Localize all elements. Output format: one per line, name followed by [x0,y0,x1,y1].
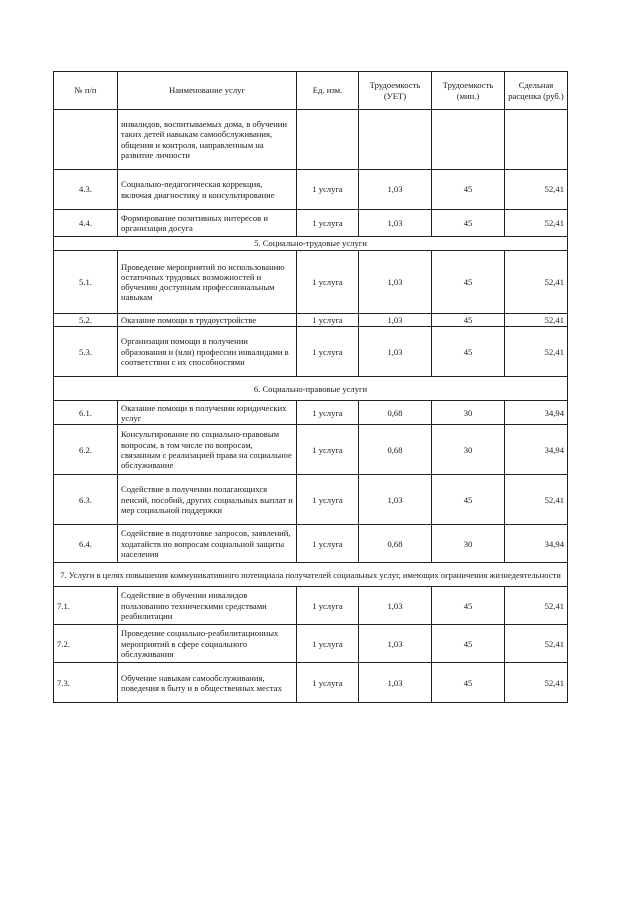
row-uet [359,110,432,170]
row-unit: 1 услуга [297,251,359,314]
row-unit: 1 услуга [297,475,359,525]
row-num: 6.4. [54,525,118,563]
table-row [54,401,568,425]
row-name: Консультирование по социально-правовым вопросам, в том числе по вопросам, связанным с реализацией права на социальное обслуживание [118,425,297,475]
row-rate: 52,41 [505,327,568,377]
row-uet: 1,03 [359,475,432,525]
row-rate: 34,94 [505,525,568,563]
row-num [54,110,118,170]
row-unit: 1 услуга [297,425,359,475]
row-unit: 1 услуга [297,314,359,327]
header-num: № п/п [54,72,118,110]
row-num: 7.1. [54,587,118,625]
row-name: Проведение социально-реабилитационных мероприятий в сфере социального обслуживания [118,625,297,663]
services-table [53,71,568,703]
row-name: Содействие в подготовке запросов, заявлений, ходатайств по вопросам социальной защиты населения [118,525,297,563]
row-min: 45 [432,475,505,525]
table-row [54,525,568,563]
row-num: 5.3. [54,327,118,377]
row-rate: 52,41 [505,314,568,327]
row-num: 5.1. [54,251,118,314]
row-uet: 1,03 [359,314,432,327]
row-num: 4.3. [54,170,118,210]
row-name: Формирование позитивных интересов и организация досуга [118,210,297,237]
row-num: 4.4. [54,210,118,237]
header-row [54,72,568,110]
header-name: Наименование услуг [118,72,297,110]
row-unit [297,110,359,170]
row-rate: 52,41 [505,170,568,210]
row-name: Оказание помощи в трудоустройстве [118,314,297,327]
row-unit: 1 услуга [297,587,359,625]
row-min: 45 [432,170,505,210]
table-row [54,170,568,210]
row-unit: 1 услуга [297,663,359,703]
row-unit: 1 услуга [297,170,359,210]
table-row [54,327,568,377]
row-min: 45 [432,625,505,663]
header-labor-uet: Трудоемкость (УЕТ) [359,72,432,110]
row-uet: 1,03 [359,327,432,377]
row-min: 45 [432,251,505,314]
row-rate [505,110,568,170]
row-min: 45 [432,210,505,237]
table-row [54,475,568,525]
row-uet: 1,03 [359,170,432,210]
row-min: 30 [432,401,505,425]
row-unit: 1 услуга [297,625,359,663]
row-name: Обучение навыкам самообслуживания, поведения в быту и в общественных местах [118,663,297,703]
row-uet: 1,03 [359,587,432,625]
row-num: 6.1. [54,401,118,425]
row-num: 6.2. [54,425,118,475]
row-name: инвалидов, воспитываемых дома, в обучении таких детей навыкам самообслуживания, общения и контроля, направленным на развитие личности [118,110,297,170]
row-name: Организация помощи в получении образования и (или) профессии инвалидами в соответствии с их способностями [118,327,297,377]
header-labor-min: Трудоемкость (мин.) [432,72,505,110]
row-num: 7.2. [54,625,118,663]
row-min: 30 [432,525,505,563]
section-title: 7. Услуги в целях повышения коммуникативного потенциала получателей социальных услуг, имеющих ограничения жизнедеятельности [54,563,568,587]
row-uet: 0,68 [359,401,432,425]
row-unit: 1 услуга [297,210,359,237]
row-name: Оказание помощи в получении юридических услуг [118,401,297,425]
table-row [54,425,568,475]
row-min: 45 [432,327,505,377]
table-row [54,251,568,314]
row-uet: 0,68 [359,425,432,475]
table-row [54,587,568,625]
row-uet: 1,03 [359,663,432,703]
section-title: 5. Социально-трудовые услуги [54,237,568,251]
row-unit: 1 услуга [297,327,359,377]
table-row [54,663,568,703]
table-row [54,314,568,327]
row-min: 45 [432,663,505,703]
table-row [54,210,568,237]
row-min [432,110,505,170]
row-rate: 52,41 [505,625,568,663]
section-title: 6. Социально-правовые услуги [54,377,568,401]
row-num: 6.3. [54,475,118,525]
table-row [54,625,568,663]
row-name: Проведение мероприятий по использованию остаточных трудовых возможностей и обучению доступным профессиональным навыкам [118,251,297,314]
row-rate: 52,41 [505,210,568,237]
row-unit: 1 услуга [297,401,359,425]
row-name: Содействие в получении полагающихся пенсий, пособий, других социальных выплат и мер социальной поддержки [118,475,297,525]
section-row [54,377,568,401]
row-unit: 1 услуга [297,525,359,563]
row-num: 5.2. [54,314,118,327]
row-uet: 1,03 [359,625,432,663]
table-row [54,110,568,170]
header-rate: Сдельная расценка (руб.) [505,72,568,110]
row-uet: 0,68 [359,525,432,563]
row-rate: 52,41 [505,475,568,525]
row-min: 45 [432,587,505,625]
row-uet: 1,03 [359,251,432,314]
row-rate: 52,41 [505,663,568,703]
row-min: 30 [432,425,505,475]
row-rate: 34,94 [505,401,568,425]
row-uet: 1,03 [359,210,432,237]
section-row [54,563,568,587]
header-unit: Ед. изм. [297,72,359,110]
row-name: Содействие в обучении инвалидов пользованию техническими средствами реабилитации [118,587,297,625]
row-num: 7.3. [54,663,118,703]
row-name: Социально-педагогическая коррекция, включая диагностику и консультирование [118,170,297,210]
row-rate: 34,94 [505,425,568,475]
section-row [54,237,568,251]
row-rate: 52,41 [505,587,568,625]
row-min: 45 [432,314,505,327]
row-rate: 52,41 [505,251,568,314]
